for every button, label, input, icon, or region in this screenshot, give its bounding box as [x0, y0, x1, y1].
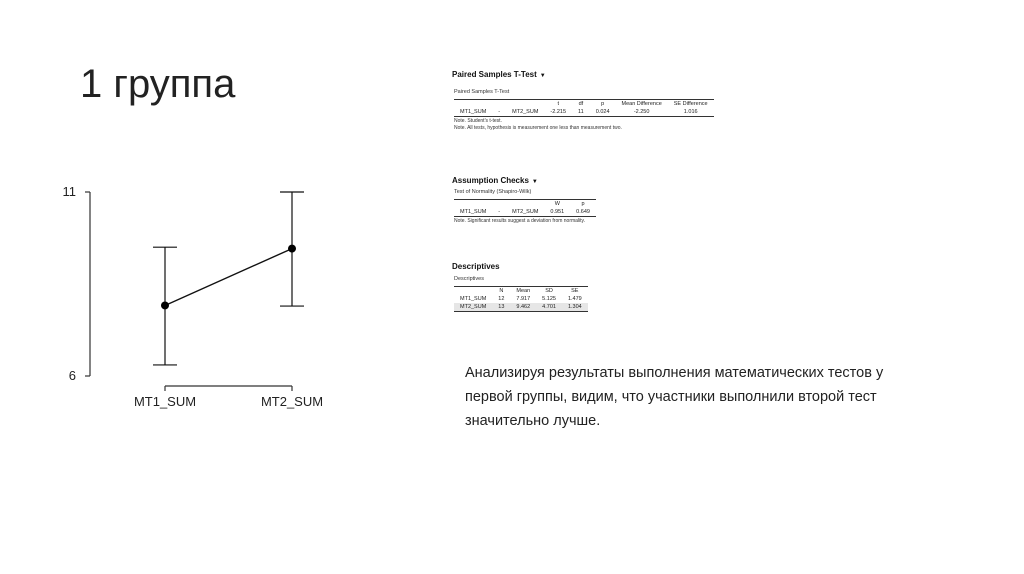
table-cell: -2.215 [544, 108, 572, 117]
table-cell: MT2_SUM [454, 303, 492, 312]
normality-header: W [544, 200, 570, 209]
descriptives-title: Descriptives [452, 262, 500, 271]
y-tick-label: 11 [62, 184, 76, 199]
table-row [454, 295, 588, 303]
table-cell: 9.462 [510, 303, 536, 312]
normality-header [506, 200, 544, 209]
table-cell: MT1_SUM [454, 108, 492, 117]
descriptives-header: N [492, 287, 510, 296]
descriptives-table [454, 286, 588, 312]
ttest-header: t [544, 100, 572, 109]
assumption-caret-icon[interactable]: ▼ [531, 179, 538, 185]
descriptives-header: Mean [510, 287, 536, 296]
assumption-subtitle: Test of Normality (Shapiro-Wilk) [454, 189, 532, 195]
table-cell: - [492, 108, 506, 117]
table-row [454, 108, 714, 117]
slide-description: Анализируя результаты выполнения математических тестов у первой группы, видим, что участники выполнили второй тест значительно лучше. [465, 364, 884, 429]
table-cell: MT2_SUM [506, 208, 544, 217]
ttest-caret-icon[interactable]: ▼ [539, 73, 546, 79]
ttest-subtitle: Paired Samples T-Test [454, 89, 510, 95]
table-cell: 11 [572, 108, 590, 117]
ttest-header [506, 100, 544, 109]
table-cell: 1.016 [668, 108, 714, 117]
descriptives-header: SE [562, 287, 588, 296]
normality-header [492, 200, 506, 209]
table-row [454, 208, 596, 217]
assumption-section [452, 176, 596, 225]
normality-header: p [570, 200, 596, 209]
table-cell: MT1_SUM [460, 296, 487, 302]
x-tick-label: MT1_SUM [133, 394, 197, 409]
table-note: Note. Significant results suggest a deviation from normality. [454, 218, 586, 224]
table-cell: 7.917 [516, 296, 531, 302]
table-cell: 4.701 [536, 303, 562, 312]
table-cell: 5.125 [542, 296, 556, 302]
ttest-title: Paired Samples T-Test [452, 70, 537, 79]
table-cell: 0.951 [544, 208, 570, 217]
descriptives-header: SD [536, 287, 562, 296]
ttest-section [452, 70, 714, 131]
table-cell: 0.649 [570, 208, 596, 217]
ttest-header [454, 100, 492, 109]
ttest-table [454, 99, 714, 117]
descriptives-section [452, 262, 588, 312]
table-cell: 1.479 [567, 296, 582, 302]
ttest-header: p [590, 100, 616, 109]
table-cell: 1.304 [562, 303, 588, 312]
table-cell: 13 [492, 303, 510, 312]
table-cell: 0.024 [590, 108, 616, 117]
ttest-header [492, 100, 506, 109]
table-cell: MT1_SUM [454, 208, 492, 217]
series-line [165, 249, 292, 306]
table-cell: MT2_SUM [506, 108, 544, 117]
table-note: Note. All tests, hypothesis is measurement one less than measurement two. [454, 124, 622, 131]
y-tick-label: 6 [68, 368, 76, 383]
ttest-header: Mean Difference [616, 100, 668, 109]
means-plot [40, 170, 370, 420]
table-cell: -2.250 [616, 108, 668, 117]
table-cell: - [492, 208, 506, 217]
ttest-header: SE Difference [668, 100, 714, 109]
assumption-title: Assumption Checks [452, 176, 529, 185]
ttest-header: df [572, 100, 590, 109]
normality-table [454, 199, 596, 217]
mean-point [161, 301, 169, 309]
mean-point [288, 245, 296, 253]
table-cell: 12 [498, 296, 505, 302]
x-tick-label: MT2_SUM [260, 394, 324, 409]
descriptives-header [454, 287, 492, 296]
table-row [454, 303, 588, 312]
descriptives-subtitle: Descriptives [454, 276, 484, 282]
slide-title: 1 группа [80, 62, 236, 106]
normality-header [454, 200, 492, 209]
table-note: Note. Student's t-test. [454, 118, 502, 124]
